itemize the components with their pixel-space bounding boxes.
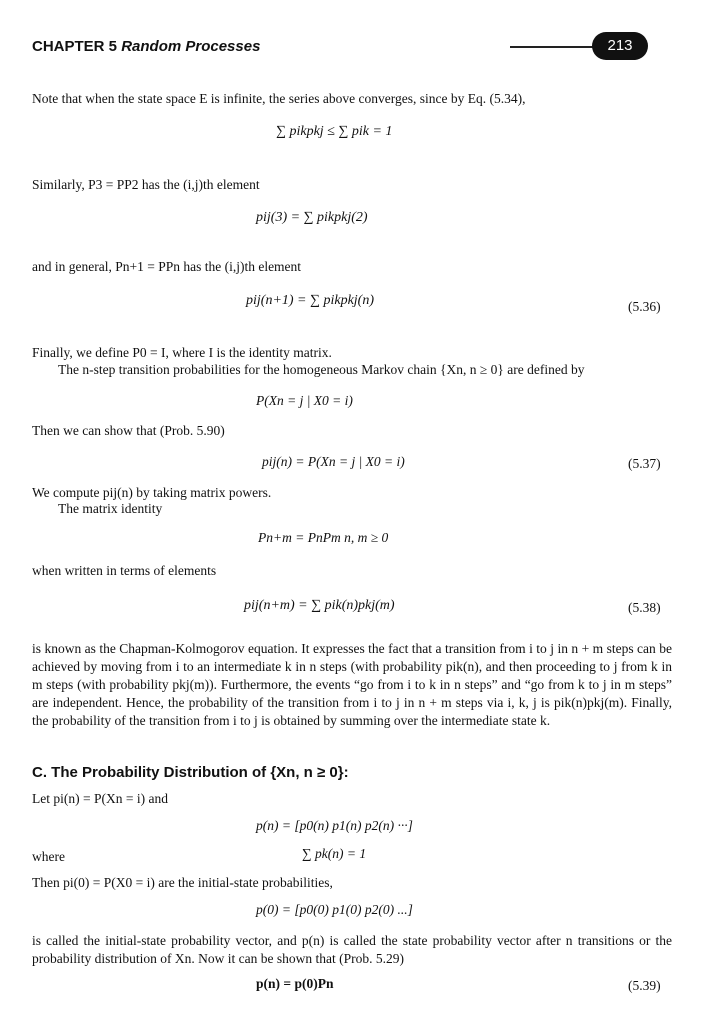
- equation-p-vector: p(n) = [p0(n) p1(n) p2(n) ···]: [256, 818, 413, 833]
- paragraph-chapman-kolmogorov: is known as the Chapman-Kolmogorov equation. It expresses the fact that a transition from i to j in n + m steps can be achieved by moving from i to an intermediate k in n steps (with probability pik(n), and then proceeding to j from k in m steps (with probability pkj(m)). Furthermore, the events “go from i to k in n steps” and “go from k to j in m steps” are independent. Hence, the probability of the transition from i to j in n + m steps via i, k, j is pik(n)pkj(m). Finally, the probability of the transition from i to j is obtained by summing over the intermediate state k.: [32, 641, 672, 728]
- paragraph-identity: Finally, we define P0 = I, where I is the identity matrix.: [32, 345, 332, 360]
- paragraph-state-probability: is called the initial-state probability vector, and p(n) is called the state probability vector after n transitions or the probability distribution of Xn. Now it can be shown that (Prob. 5.29): [32, 933, 672, 966]
- paragraph-show: Then we can show that (Prob. 5.90): [32, 423, 225, 438]
- equation-identity: Pn+m = PnPm n, m ≥ 0: [258, 530, 389, 545]
- equation-convergence: ∑ pikpkj ≤ ∑ pik = 1: [276, 124, 393, 139]
- equation-definition: P(Xn = j | X0 = i): [256, 393, 353, 408]
- equation-5-37: pij(n) = P(Xn = j | X0 = i): [262, 454, 405, 469]
- section-heading-c: C. The Probability Distribution of {Xn, n ≥ 0}:: [32, 764, 349, 781]
- chapter-heading: [32, 38, 260, 55]
- equation-number-5-39: (5.39): [628, 978, 661, 993]
- equation-5-36: pij(n+1) = ∑ pikpkj(n): [246, 293, 375, 308]
- paragraph-let: Let pi(n) = P(Xn = i) and: [32, 791, 168, 806]
- equation-5-39: p(n) = p(0)Pn: [256, 976, 334, 991]
- page-number: 213: [592, 32, 648, 60]
- equation-number-5-37: (5.37): [628, 456, 661, 471]
- paragraph-general: and in general, Pn+1 = PPn has the (i,j)th element: [32, 259, 302, 274]
- paragraph-p3: Similarly, P3 = PP2 has the (i,j)th element: [32, 177, 260, 192]
- chapter-title: Random Processes: [121, 38, 261, 55]
- equation-sum-one: ∑ pk(n) = 1: [302, 846, 367, 861]
- paragraph-elements: when written in terms of elements: [32, 563, 217, 578]
- paragraph-convergence: Note that when the state space E is infinite, the series above converges, since by Eq. (5.34),: [32, 91, 526, 106]
- paragraph-matrix-identity: The matrix identity: [58, 501, 163, 516]
- paragraph-n-step: The n-step transition probabilities for the homogeneous Markov chain {Xn, n ≥ 0} are defined by: [58, 362, 585, 377]
- paragraph-compute: We compute pij(n) by taking matrix powers.: [32, 485, 272, 500]
- paragraph-where: where: [32, 849, 65, 864]
- equation-p0-vector: p(0) = [p0(0) p1(0) p2(0) ...]: [256, 902, 413, 917]
- equation-5-38: pij(n+m) = ∑ pik(n)pkj(m): [244, 598, 395, 613]
- equation-number-5-36: (5.36): [628, 299, 661, 314]
- chapter-number: CHAPTER 5: [32, 38, 118, 55]
- equation-p3: pij(3) = ∑ pikpkj(2): [256, 210, 368, 225]
- equation-number-5-38: (5.38): [628, 600, 661, 615]
- paragraph-initial-state: Then pi(0) = P(X0 = i) are the initial-state probabilities,: [32, 875, 333, 890]
